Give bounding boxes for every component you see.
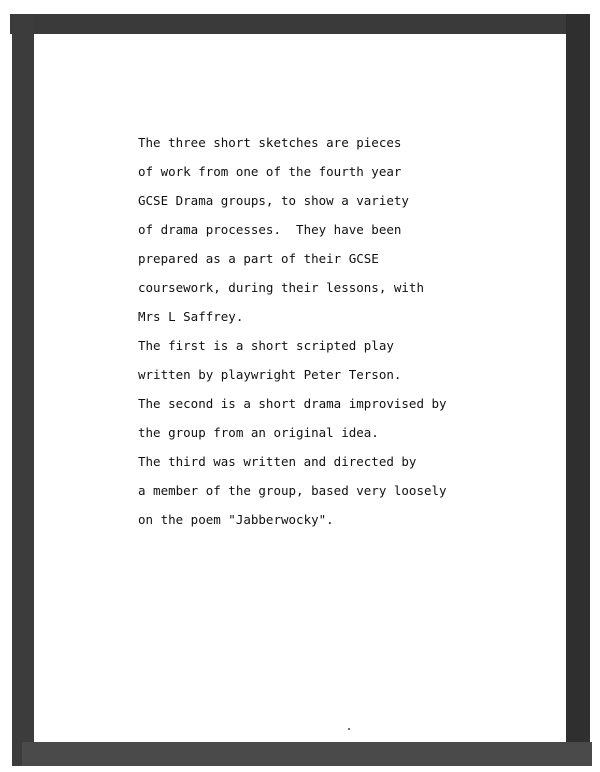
- text-line: The third was written and directed by: [138, 454, 417, 469]
- text-line: of drama processes. They have been: [138, 222, 402, 237]
- text-line: coursework, during their lessons, with: [138, 280, 424, 295]
- text-line: the group from an original idea.: [138, 425, 379, 440]
- text-line: prepared as a part of their GCSE: [138, 251, 379, 266]
- text-line: a member of the group, based very loosely: [138, 483, 447, 498]
- text-line: The three short sketches are pieces: [138, 135, 402, 150]
- scan-border-bottom: [22, 742, 592, 766]
- text-line: on the poem "Jabberwocky".: [138, 512, 334, 527]
- text-line: Mrs L Saffrey.: [138, 309, 244, 324]
- text-line: of work from one of the fourth year: [138, 164, 402, 179]
- typed-paragraph: [138, 133, 518, 539]
- text-line: GCSE Drama groups, to show a variety: [138, 193, 409, 208]
- text-line: written by playwright Peter Terson.: [138, 367, 402, 382]
- text-line: The first is a short scripted play: [138, 338, 394, 353]
- scan-border-top: [10, 14, 590, 34]
- scan-speck: [348, 728, 350, 730]
- scan-border-left: [12, 14, 34, 766]
- text-line: The second is a short drama improvised by: [138, 396, 447, 411]
- scan-border-right: [566, 14, 590, 766]
